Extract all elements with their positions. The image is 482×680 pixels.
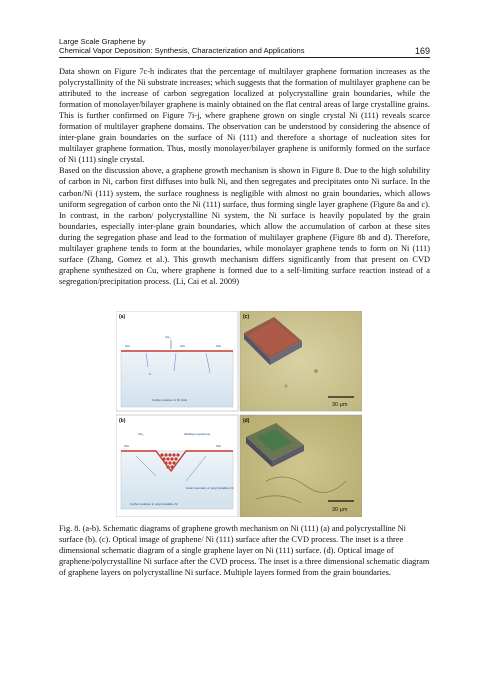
scale-bar-c: 30 μm — [332, 402, 348, 408]
running-head — [59, 37, 429, 56]
paragraph-1: Data shown on Figure 7c-h indicates that the percentage of multilayer graphene formation increases as the polycrystallinity of the Ni substrate increases; which suggests that the formation of multilayer graphene can be attributed to the increase of carbon segregation localized at polycrystalline grain boundaries, while the formation of monolayer/bilayer graphene is mainly obtained on the flat central areas of large crystalline grains. This is further confirmed on Figure 7i-j, where graphene grown on single crystal Ni (111) reveals scarce formation of multilayer graphene domains. The observation can be understood by considering the absence of inter-plane grain boundaries on the surface of Ni (111) and therefore a shortage of nucleation sites for multilayer graphene formation. Thus, mostly monolayer/bilayer graphene is uniformly formed on the surface of Ni (111) single crystal. — [59, 67, 430, 165]
panel-c-optical — [240, 311, 362, 411]
running-head-line-2: Chemical Vapor Deposition: Synthesis, Characterization and Applications — [59, 46, 305, 56]
header-rule — [59, 57, 430, 58]
panel-b-schematic — [116, 415, 238, 517]
sig-label-d: SiG — [124, 444, 130, 448]
panel-d-label: (d) — [243, 418, 250, 424]
figure-8 — [116, 311, 362, 517]
panel-c-label: (c) — [243, 314, 250, 320]
grain-boundary-label: Grain boundary of polycrystalline Ni — [186, 486, 234, 490]
scale-bar-d: 30 μm — [332, 507, 348, 513]
panel-a-label: (a) — [119, 314, 126, 320]
sig-label-e: SiG — [216, 444, 222, 448]
carbon-label-a: C — [149, 372, 152, 376]
panel-b-label: (b) — [119, 418, 126, 424]
running-head-line-1: Large Scale Graphene by — [59, 37, 146, 46]
sig-label-b: SiG — [180, 344, 186, 348]
paragraph-2: Based on the discussion above, a graphene growth mechanism is shown in Figure 8. Due to the high solubility of carbon in Ni, carbon first diffuses into bulk Ni, and then segregates and precipitates onto Ni surface. In the carbon/Ni (111) system, the surface roughness is negligible with almost no grain boundaries, which allows uniform segregation of carbon onto the Ni (111) surface, thus forming single layer graphene (Figure 8a and c). In contrast, in the carbon/ polycrystalline Ni system, the Ni surface is heavily populated by the grain boundaries, especially inter-plane grain boundaries, which allow the accumulation of carbon at these sites during the segregation phase and lead to the formation of multilayer graphene (Figure 8b and d). Therefore, multilayer graphene tends to form at the boundaries, while monolayer graphene tends to form on Ni (111) surface (Zhang, Gomez et al.). This growth mechanism differs significantly from that present on CVD graphene synthesized on Cu, where graphene is formed due to a self-limiting surface reaction instead of a segregation/precipitation process. (Li, Cai et al. 2009) — [59, 166, 430, 286]
solution-label-a: Carbon solution in Ni (111) — [152, 398, 188, 402]
panel-d-optical — [240, 415, 362, 517]
page-number: 169 — [414, 46, 430, 56]
ch4-label-a: CH₄ — [165, 335, 171, 339]
panel-a-schematic — [116, 311, 238, 411]
multilayer-label: Multilayer graphene — [184, 432, 211, 436]
sig-label-c: SiG — [216, 344, 222, 348]
figure-caption: Fig. 8. (a-b). Schematic diagrams of graphene growth mechanism on Ni (111) (a) and polycrystalline Ni surface (b). (c). Optical image of graphene/ Ni (111) surface after the CVD process. The inset is a three dimensional schematic diagram of a single graphene layer on Ni (111) surface. (d). Optical image of graphene/polycrystalline Ni surface after the CVD process. The inset is a three dimensional schematic diagram of graphene layers on polycrystalline Ni surface. Multiple layers formed from the grain boundaries. — [59, 524, 430, 578]
ch4-label-b: CH₄ — [138, 432, 144, 436]
solution-label-b: Carbon solution in polycrystalline Ni — [130, 502, 178, 506]
sig-label-a: SiG — [125, 344, 131, 348]
body-text — [59, 66, 430, 287]
